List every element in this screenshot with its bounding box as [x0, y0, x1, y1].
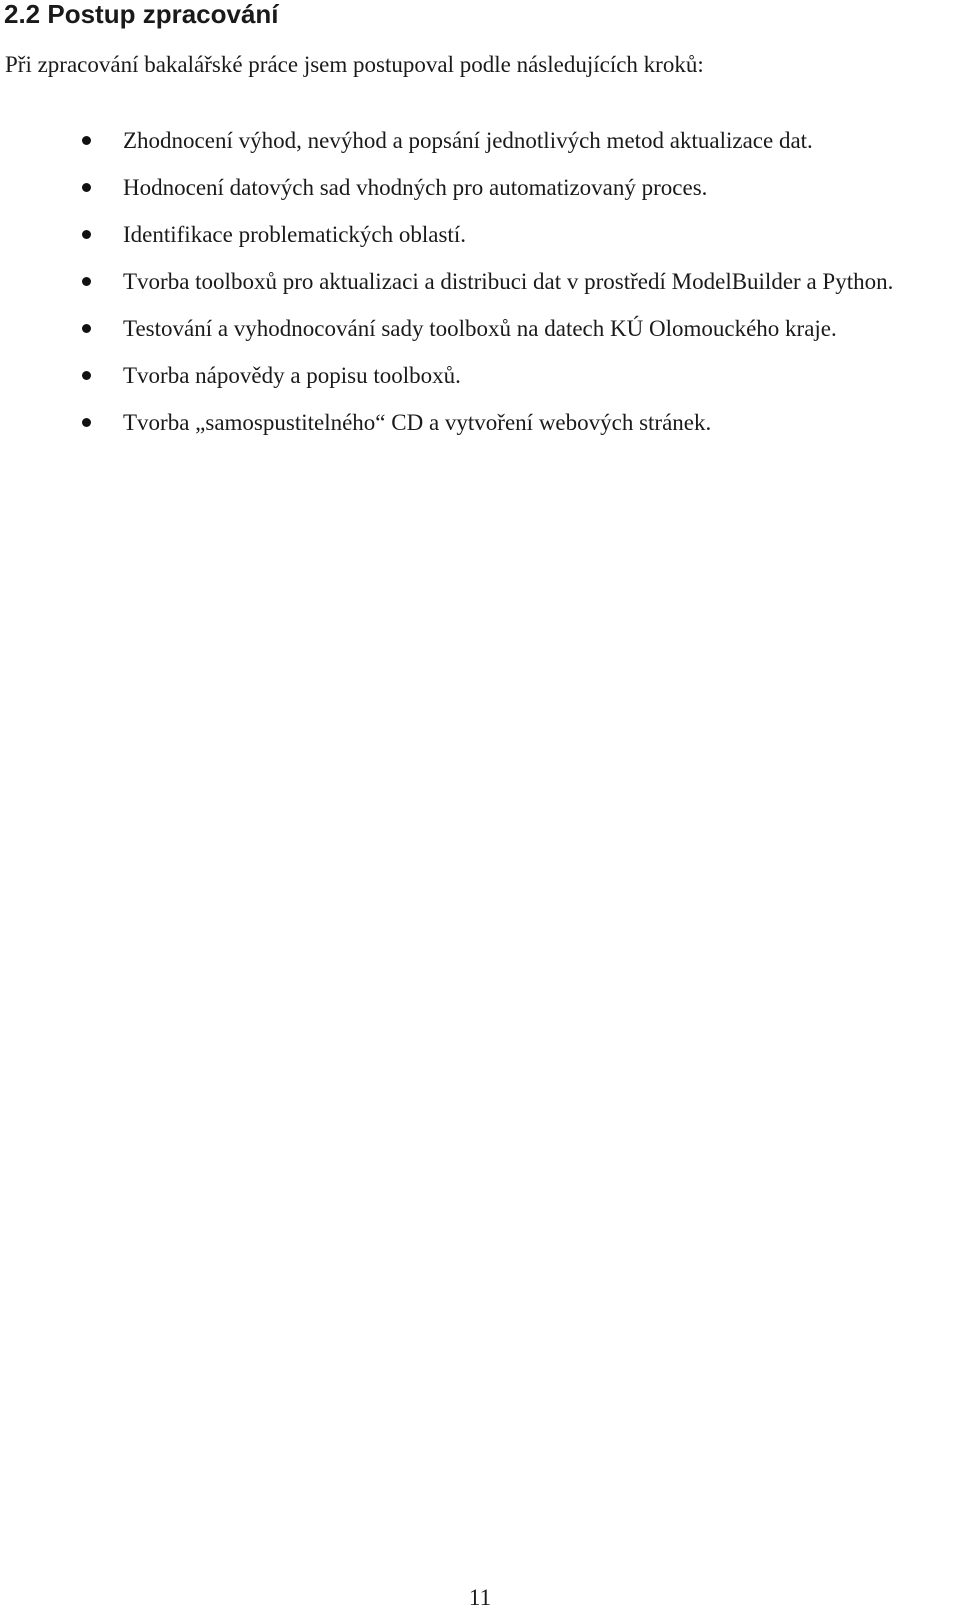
bullet-icon: [82, 136, 91, 145]
list-item: [0, 352, 956, 399]
bullet-icon: [82, 277, 91, 286]
bullet-icon: [82, 324, 91, 333]
list-item-text: Tvorba „samospustitelného“ CD a vytvoření webových stránek.: [123, 410, 712, 435]
list-item-text: Tvorba toolboxů pro aktualizaci a distribuci dat v prostředí ModelBuilder a Python.: [123, 269, 894, 294]
list-item-text: Zhodnocení výhod, nevýhod a popsání jednotlivých metod aktualizace dat.: [123, 128, 813, 153]
bullet-icon: [82, 418, 91, 427]
bullet-icon: [82, 230, 91, 239]
list-item-text: Testování a vyhodnocování sady toolboxů na datech KÚ Olomouckého kraje.: [123, 316, 837, 341]
list-item-text: Tvorba nápovědy a popisu toolboxů.: [123, 363, 461, 388]
list-item: [0, 258, 956, 305]
list-item: [0, 305, 956, 352]
list-item: [0, 164, 956, 211]
steps-list: [0, 117, 960, 446]
list-item-text: Hodnocení datových sad vhodných pro automatizovaný proces.: [123, 175, 708, 200]
bullet-icon: [82, 371, 91, 380]
page-number: 11: [468, 1585, 492, 1610]
list-item: [0, 399, 956, 446]
bullet-icon: [82, 183, 91, 192]
list-item: [0, 117, 956, 164]
intro-paragraph: Při zpracování bakalářské práce jsem postupoval podle následujících kroků:: [5, 52, 704, 77]
list-item: [0, 211, 956, 258]
list-item-text: Identifikace problematických oblastí.: [123, 222, 466, 247]
section-heading: 2.2 Postup zpracování: [4, 0, 279, 29]
